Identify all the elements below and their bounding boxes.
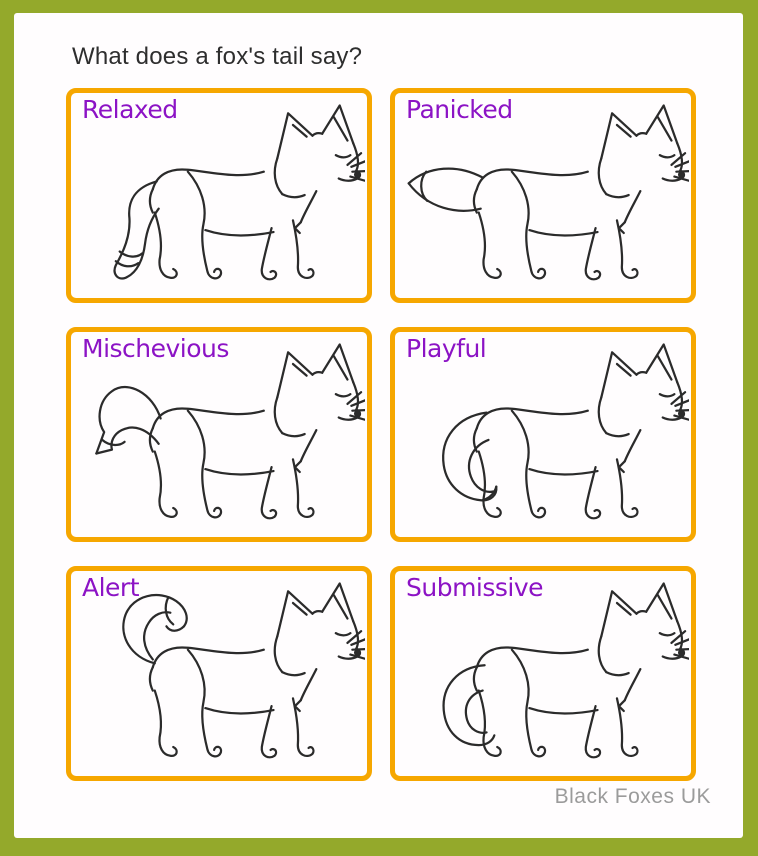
fox-illustration-playful <box>397 338 689 534</box>
panel-label: Alert <box>82 573 140 602</box>
panel-label: Relaxed <box>82 95 178 124</box>
fox-illustration-submissive <box>397 577 689 773</box>
panel-label: Submissive <box>406 573 544 602</box>
panel-label: Panicked <box>406 95 513 124</box>
panel-alert <box>66 566 372 781</box>
panel-mischevious <box>66 327 372 542</box>
panel-grid <box>66 88 696 781</box>
fox-illustration-mischevious <box>73 338 365 534</box>
watermark: Black Foxes UK <box>554 785 711 808</box>
fox-illustration-alert <box>73 577 365 773</box>
panel-label: Playful <box>406 334 487 363</box>
panel-relaxed <box>66 88 372 303</box>
panel-submissive <box>390 566 696 781</box>
fox-illustration-panicked <box>397 99 689 295</box>
panel-label: Mischevious <box>82 334 229 363</box>
page-title: What does a fox's tail say? <box>72 43 363 70</box>
poster-card <box>14 13 743 838</box>
fox-illustration-relaxed <box>73 99 365 295</box>
panel-playful <box>390 327 696 542</box>
panel-panicked <box>390 88 696 303</box>
